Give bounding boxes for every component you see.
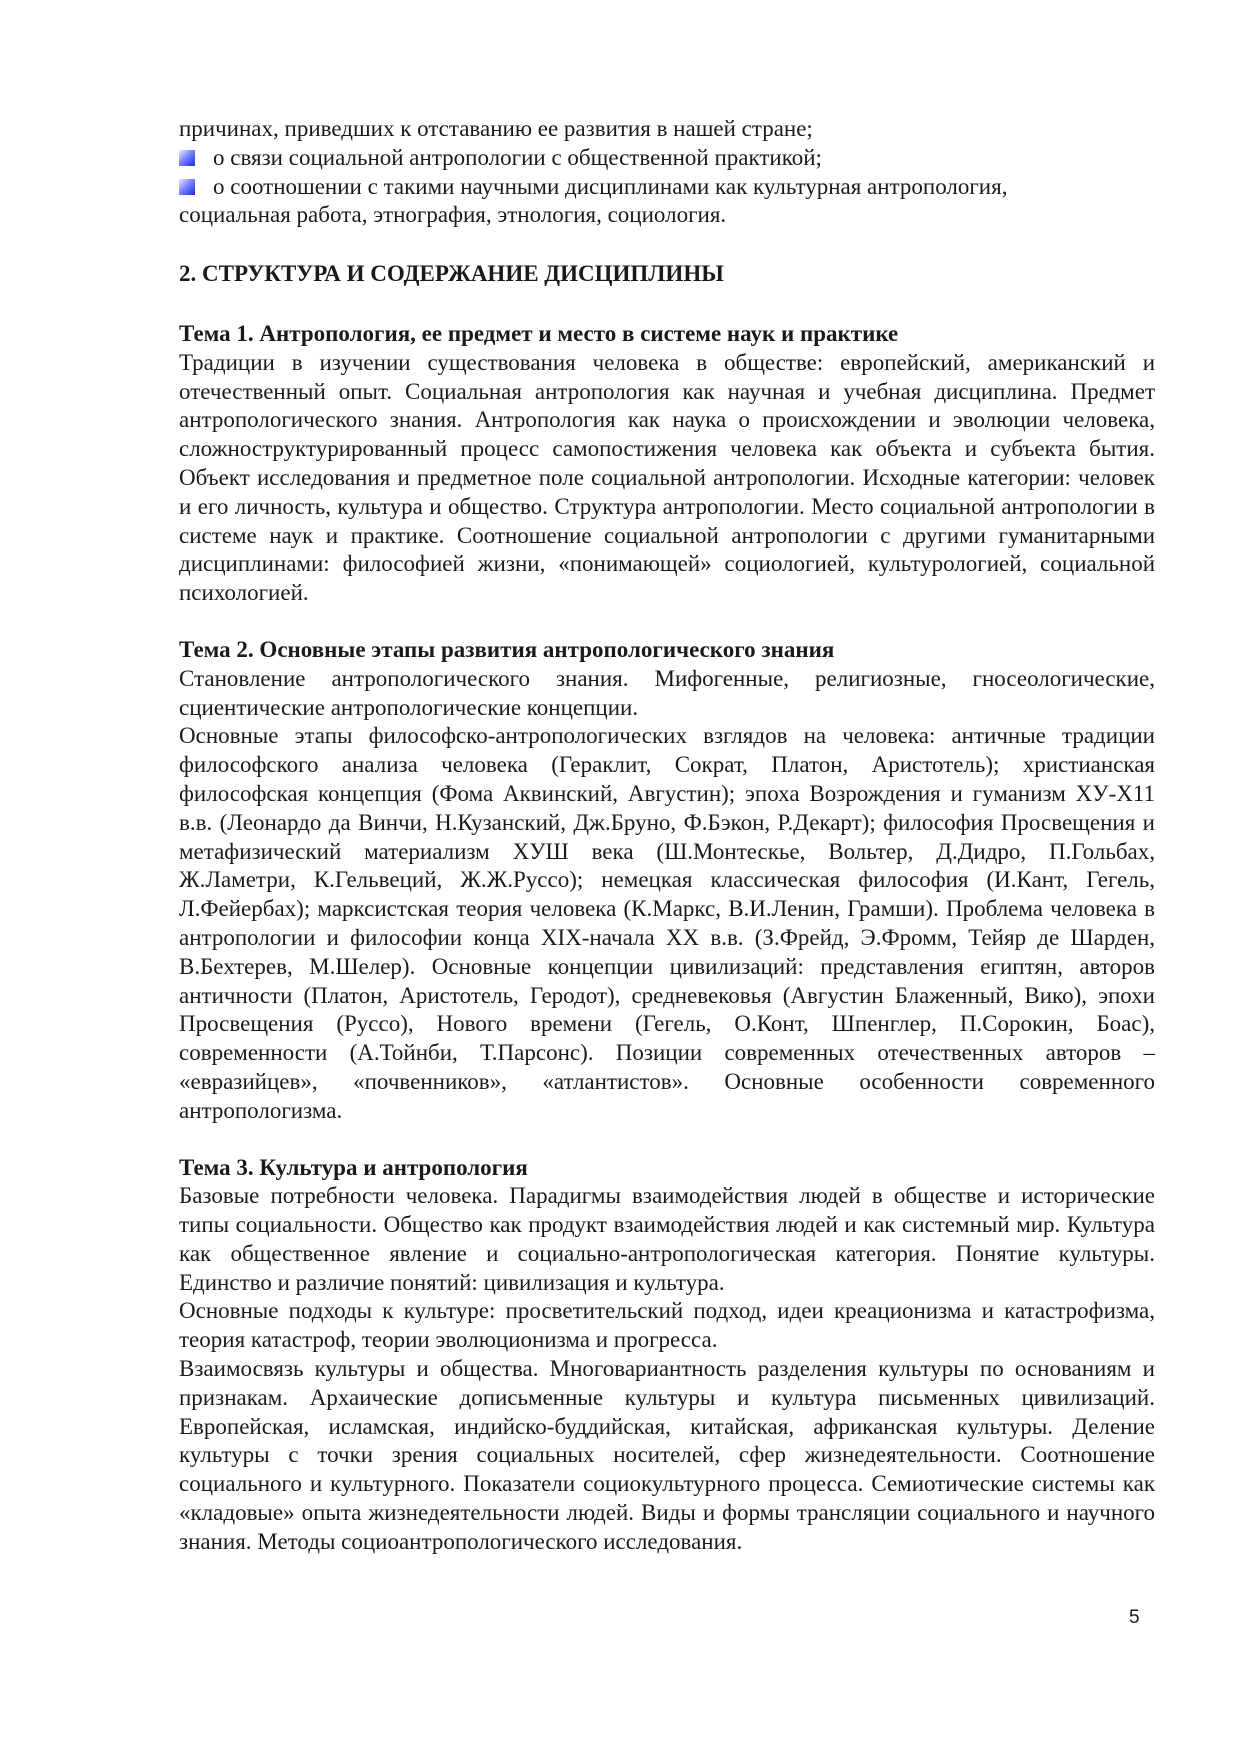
page-number: 5: [1129, 1607, 1140, 1628]
intro-continuation: социальная работа, этнография, этнология, социология.: [179, 202, 727, 228]
topic-paragraph: Основные подходы к культуре: просветительский подход, идеи креационизма и катастрофизма, теория катастроф, теории эволюционизма и прогресса.: [179, 1298, 1155, 1353]
bullet-text: о соотношении с такими научными дисциплинами как культурная антропология,: [213, 173, 1008, 199]
intro-line: причинах, приведших к отставанию ее развития в нашей стране;: [179, 116, 813, 141]
topic-title: Тема 2. Основные этапы развития антропологического знания: [179, 636, 835, 662]
topic-paragraph: Основные этапы философско-антропологических взглядов на человека: античные традиции философского анализа человека (Гераклит, Сократ, Платон, Аристотель); христианская философская концепция (Фома Аквинский, Августин); эпоха Возрождения и гуманизм ХУ-Х11 в.в. (Леонардо да Винчи, Н.Кузанский, Дж.Бруно, Ф.Бэкон, Р.Декарт); философия Просвещения и метафизический материализм ХУШ века (Ш.Монтескье, Вольтер, Д.Дидро, П.Гольбах, Ж.Ламетри, К.Гельвеций, Ж.Ж.Руссо); немецкая классическая философия (И.Кант, Гегель, Л.Фейербах); марксистская теория человека (К.Маркс, В.И.Ленин, Грамши). Проблема человека в антропологии и философии конца XIX-начала ХХ в.в. (З.Фрейд, Э.Фромм, Тейяр де Шарден, В.Бехтерев, М.Шелер). Основные концепции цивилизаций: представления египтян, авторов античности (Платон, Аристотель, Геродот), средневековья (Августин Блаженный, Вико), эпохи Просвещения (Руссо), Нового времени (Гегель, О.Конт, Шпенглер, П.Сорокин, Боас), современности (А.Тойнби, Т.Парсонс). Позиции современных отечественных авторов – «евразийцев», «почвенников», «атлантистов». Основные особенности современного антропологизма.: [179, 723, 1155, 1123]
topic-1: [179, 320, 1155, 608]
page-content: [179, 115, 1155, 1585]
section-title: 2. СТРУКТУРА И СОДЕРЖАНИЕ ДИСЦИПЛИНЫ: [179, 261, 724, 287]
topic-title: Тема 3. Культура и антропология: [179, 1154, 528, 1180]
bullet-item: [179, 144, 1155, 173]
square-bullet-icon: [179, 150, 195, 166]
topic-2: [179, 636, 1155, 1126]
topic-paragraph: Взаимосвязь культуры и общества. Многовариантность разделения культуры по основаниям и признакам. Архаические дописьменные культуры и культура письменных цивилизаций. Европейская, исламская, индийско-буддийская, китайская, африканская культуры. Деление культуры с точки зрения социальных носителей, сфер жизнедеятельности. Соотношение социального и культурного. Показатели социокультурного процесса. Семиотические системы как «кладовые» опыта жизнедеятельности людей. Виды и формы трансляции социального и научного знания. Методы социоантропологического исследования.: [179, 1356, 1155, 1554]
topic-paragraph: Базовые потребности человека. Парадигмы взаимодействия людей в обществе и исторические типы социальности. Общество как продукт взаимодействия людей и как системный мир. Культура как общественное явление и социально-антропологическая категория. Понятие культуры. Единство и различие понятий: цивилизация и культура.: [179, 1183, 1155, 1295]
square-bullet-icon: [179, 179, 195, 195]
topic-paragraph: Традиции в изучении существования человека в обществе: европейский, американский и отечественный опыт. Социальная антропология как научная и учебная дисциплина. Предмет антропологического знания. Антропология как наука о происхождении и эволюции человека, сложноструктурированный процесс самопостижения человека как объекта и субъекта бытия. Объект исследования и предметное поле социальной антропологии. Исходные категории: человек и его личность, культура и общество. Структура антропологии. Место социальной антропологии в системе наук и практике. Соотношение социальной антропологии с другими гуманитарными дисциплинами: философией жизни, «понимающей» социологией, культурологией, социальной психологией.: [179, 349, 1155, 606]
bullet-text: о связи социальной антропологии с общественной практикой;: [213, 144, 822, 170]
topic-paragraph: Становление антропологического знания. Мифогенные, религиозные, гносеологические, сциентические антропологические концепции.: [179, 665, 1155, 720]
bullet-item: [179, 173, 1155, 202]
topic-3: [179, 1154, 1155, 1557]
topic-title: Тема 1. Антропология, ее предмет и место в системе наук и практике: [179, 320, 899, 346]
